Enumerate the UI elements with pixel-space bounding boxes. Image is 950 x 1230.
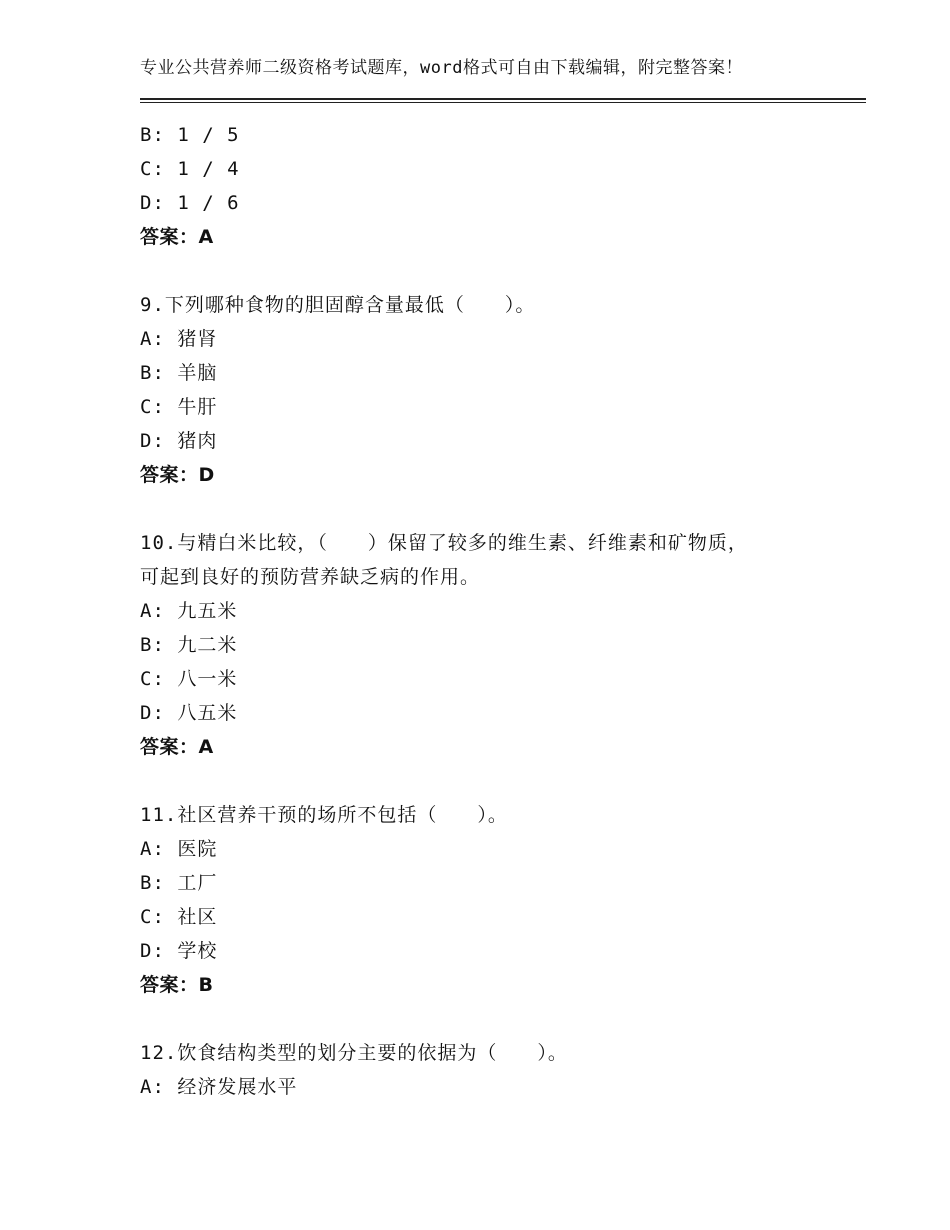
option-c: C: 牛肝 <box>140 396 218 418</box>
question-stem: 12.饮食结构类型的划分主要的依据为（ ）。 <box>140 1042 568 1064</box>
option-d: D: 学校 <box>140 940 218 962</box>
option-c: C: 社区 <box>140 906 218 928</box>
question-stem: 11.社区营养干预的场所不包括（ ）。 <box>140 804 508 826</box>
option-d: D: 猪肉 <box>140 430 218 452</box>
header-rule-thin <box>140 102 866 103</box>
question-stem-line1: 10.与精白米比较，（ ）保留了较多的维生素、纤维素和矿物质， <box>140 532 748 554</box>
question-block-12 <box>140 1036 866 1104</box>
option-b: B: 九二米 <box>140 634 238 656</box>
option-a: A: 医院 <box>140 838 218 860</box>
option-a: A: 经济发展水平 <box>140 1076 298 1098</box>
page-header: 专业公共营养师二级资格考试题库，word格式可自由下载编辑，附完整答案！ <box>140 58 743 78</box>
header-rule-thick <box>140 98 866 100</box>
question-content <box>140 118 866 1104</box>
question-stem-line2: 可起到良好的预防营养缺乏病的作用。 <box>140 566 481 588</box>
question-block-prev <box>140 118 866 254</box>
answer-label: 答案：A <box>140 226 214 248</box>
question-block-9 <box>140 288 866 492</box>
option-b: B: 羊脑 <box>140 362 218 384</box>
answer-label: 答案：D <box>140 464 215 486</box>
spacer <box>140 1002 866 1036</box>
option-b: B: 1 / 5 <box>140 124 240 146</box>
option-c: C: 八一米 <box>140 668 238 690</box>
spacer <box>140 764 866 798</box>
option-d: D: 八五米 <box>140 702 238 724</box>
option-a: A: 九五米 <box>140 600 238 622</box>
spacer <box>140 254 866 288</box>
answer-label: 答案：B <box>140 974 214 996</box>
option-b: B: 工厂 <box>140 872 218 894</box>
option-c: C: 1 / 4 <box>140 158 240 180</box>
spacer <box>140 492 866 526</box>
question-block-10 <box>140 526 866 764</box>
question-stem: 9.下列哪种食物的胆固醇含量最低（ ）。 <box>140 294 536 316</box>
question-block-11 <box>140 798 866 1002</box>
option-a: A: 猪肾 <box>140 328 218 350</box>
answer-label: 答案：A <box>140 736 214 758</box>
option-d: D: 1 / 6 <box>140 192 240 214</box>
